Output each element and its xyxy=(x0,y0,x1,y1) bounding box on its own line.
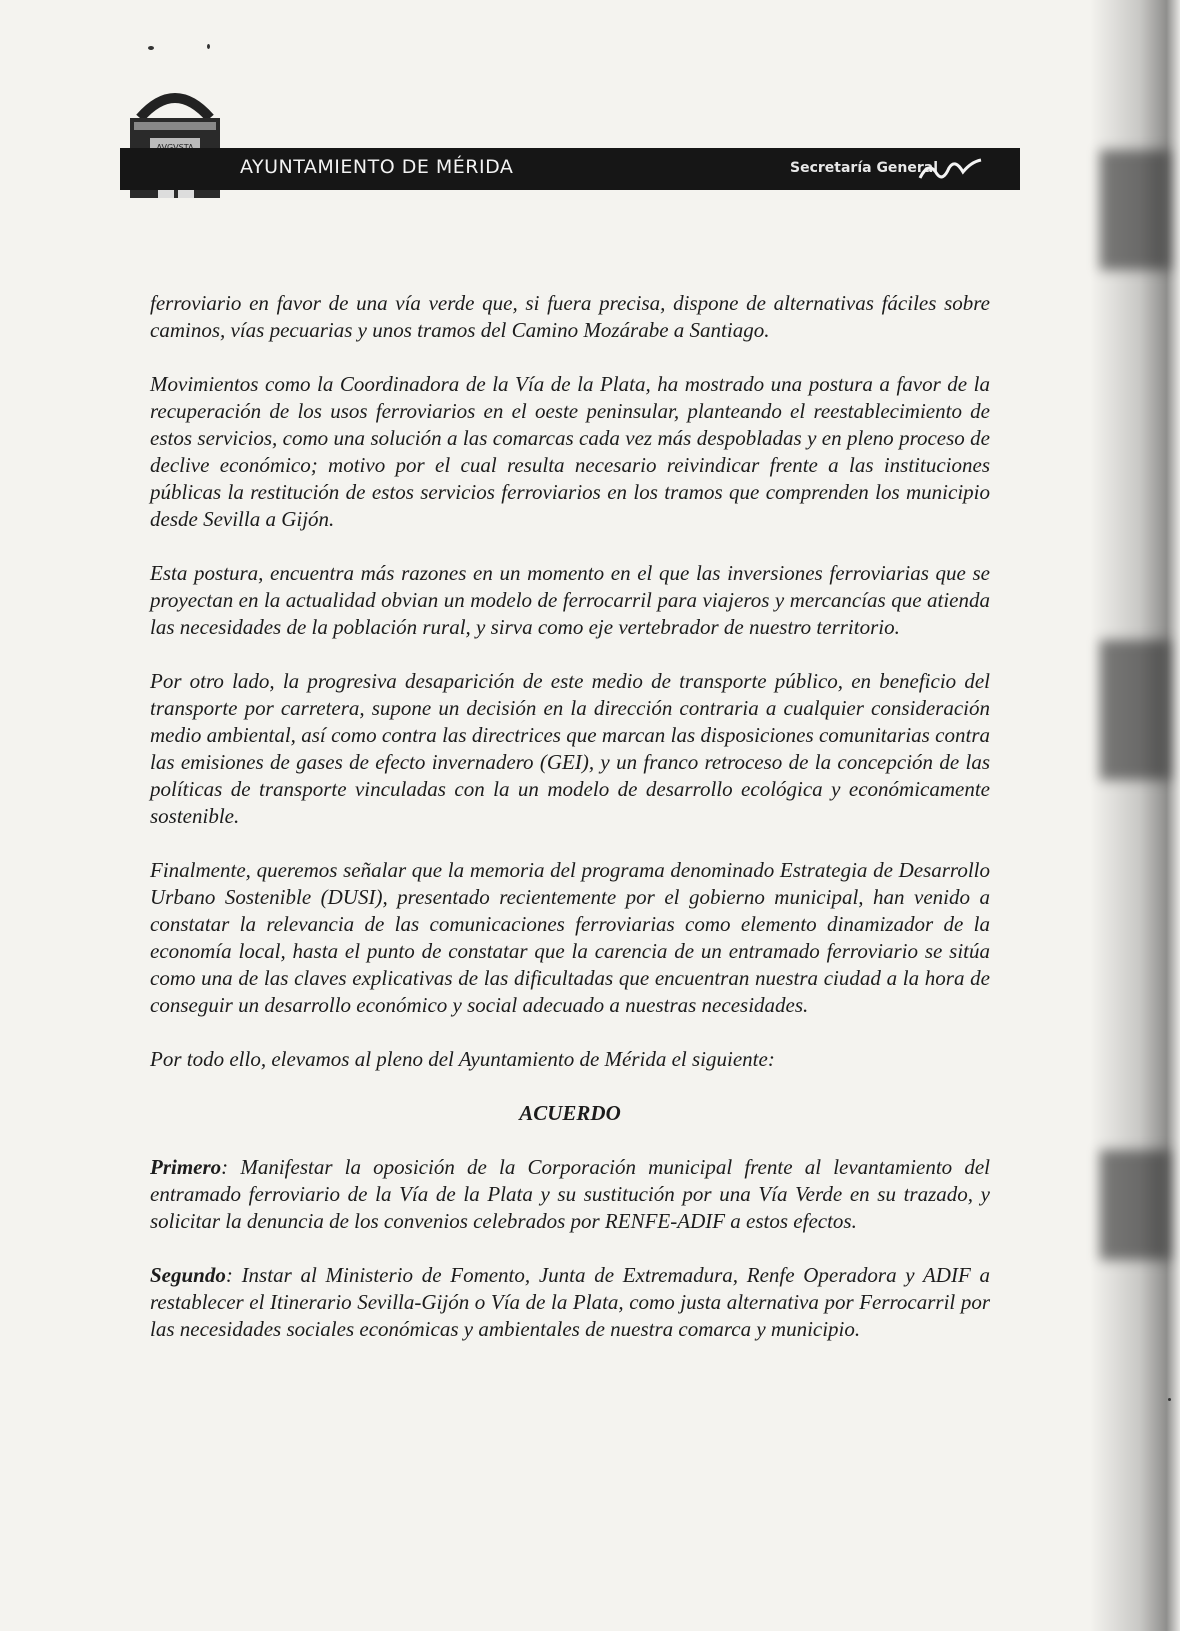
resolution-lead: Primero xyxy=(150,1155,222,1179)
signature-mark-icon xyxy=(915,152,985,186)
scan-blotch xyxy=(1100,640,1170,780)
resolution-text: : Instar al Ministerio de Fomento, Junta de Extremadura, Renfe Operadora y ADIF a restablecer el Itinerario Sevilla-Gijón o Vía de la Plata, como justa alternativa por Ferrocarril por las necesidades sociales económicas y ambientales de nuestra comarca y municipio. xyxy=(150,1263,990,1341)
resolution-lead: Segundo xyxy=(150,1263,226,1287)
resolution-first xyxy=(150,1154,990,1235)
paragraph: Finalmente, queremos señalar que la memoria del programa denominado Estrategia de Desarrollo Urbano Sostenible (DUSI), presentado recientemente por el gobierno municipal, han venido a constatar la relevancia de las comunicaciones ferroviarias como elemento dinamizador de la economía local, hasta el punto de constatar que la carencia de un entramado ferroviario se sitúa como una de las claves explicativas de las dificultadas que encuentran nuestra ciudad a la hora de conseguir un desarrollo económico y social adecuado a nuestras necesidades. xyxy=(150,858,990,1017)
paragraph: ferroviario en favor de una vía verde que, si fuera precisa, dispone de alternativas fáciles sobre caminos, vías pecuarias y unos tramos del Camino Mozárabe a Santiago. xyxy=(150,291,990,342)
organization-title: AYUNTAMIENTO DE MÉRIDA xyxy=(240,156,514,178)
resolution-second xyxy=(150,1262,990,1343)
scan-blotch xyxy=(1100,150,1170,270)
paragraph: Esta postura, encuentra más razones en un momento en el que las inversiones ferroviarias que se proyectan en la actualidad obvian un modelo de ferrocarril para viajeros y mercancías que atienda las necesidades de la población rural, y sirva como eje vertebrador de nuestro territorio. xyxy=(150,561,990,639)
paragraph: Movimientos como la Coordinadora de la Vía de la Plata, ha mostrado una postura a favor de la recuperación de los usos ferroviarios en el oeste peninsular, planteando el reestablecimiento de estos servicios, como una solución a las comarcas cada vez más despobladas y en pleno proceso de declive económico; motivo por el cual resulta necesario reivindicar frente a las instituciones públicas la restitución de estos servicios ferroviarios en los tramos que comprenden los municipio desde Sevilla a Gijón. xyxy=(150,372,990,531)
letterhead-banner xyxy=(120,148,1020,190)
department-label: Secretaría General xyxy=(790,160,939,176)
resolution-text: : Manifestar la oposición de la Corporación municipal frente al levantamiento del entramado ferroviario de la Vía de la Plata y su sustitución por una Vía Verde en su trazado, y solicitar la denuncia de los convenios celebrados por RENFE-ADIF a estos efectos. xyxy=(150,1155,990,1233)
paragraph: Por otro lado, la progresiva desaparición de este medio de transporte público, en beneficio del transporte por carretera, supone un decisión en la dirección contraria a cualquier consideración medio ambiental, así como contra las directrices que marcan las disposiciones comunitarias contra las emisiones de gases de efecto invernadero (GEI), y un franco retroceso de la concepción de las políticas de transporte vinculadas con la un modelo de desarrollo ecológica y económicamente sostenible. xyxy=(150,669,990,828)
agreement-heading: ACUERDO xyxy=(519,1101,621,1125)
closing-statement: Por todo ello, elevamos al pleno del Ayuntamiento de Mérida el siguiente: xyxy=(150,1047,775,1071)
letterhead xyxy=(120,50,1020,200)
scan-blotch xyxy=(1100,1150,1170,1260)
document-body xyxy=(150,290,990,1370)
